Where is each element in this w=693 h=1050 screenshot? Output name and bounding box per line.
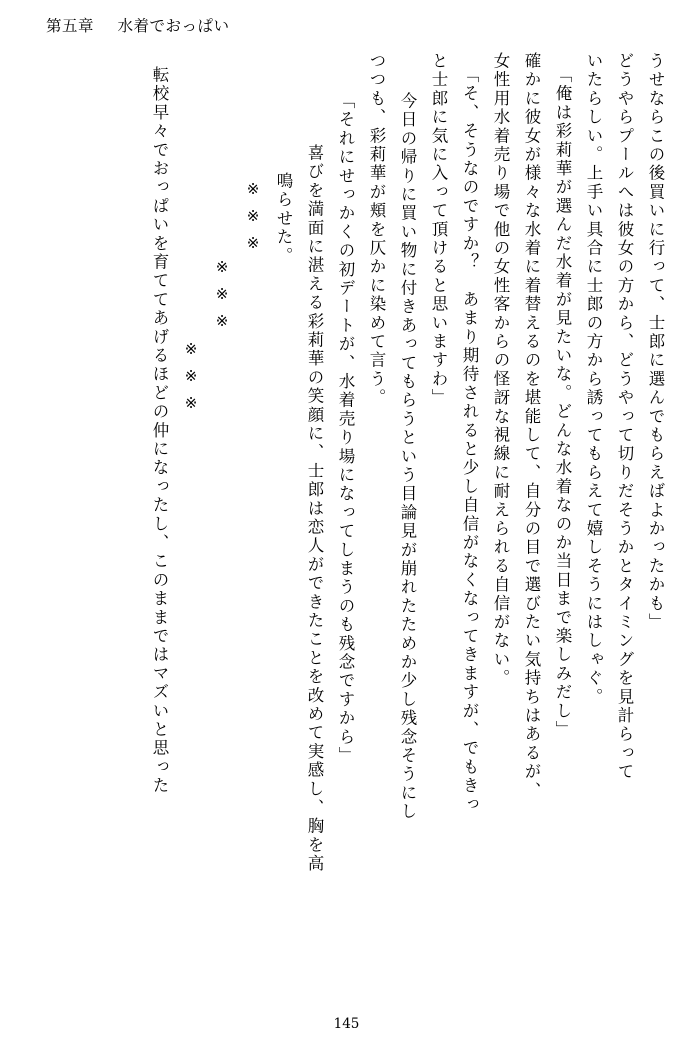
text-line: どうやらプールへは彼女の方から、どうやって切りだそうかとタイミングを見計らって [615, 52, 634, 782]
text-line: 女性用水着売り場で他の女性客からの怪訝な視線に耐えられる自信がない。 [491, 52, 510, 688]
text-line: 「そ、そうなのですか？ あまり期待されると少し自信がなくなってきますが、でもきっ [460, 66, 479, 814]
text-line: いたらしい。上手い具合に士郎の方から誘ってもらえて嬉しそうにはしゃぐ。 [584, 52, 603, 707]
text-line: 喜びを満面に湛える彩莉華の笑顔に、士郎は恋人ができたことを改めて実感し、胸を高 [305, 144, 324, 874]
text-line: 今日の帰りに買い物に付きあってもらうという目論見が崩れたためか少し残念そうにし [398, 92, 417, 822]
body-text [40, 52, 663, 1007]
page-number: 145 [333, 1016, 360, 1032]
chapter-heading [46, 14, 229, 36]
separator-column: ※※※ [182, 340, 200, 421]
separator-column: ※※※ [244, 180, 262, 261]
text-line: 転校早々でおっぱいを育ててあげるほどの仲になったし、このままではマズいと思った [150, 66, 169, 796]
scene-separator [167, 52, 260, 1007]
text-line: 「それにせっかくの初デートが、水着売り場になってしまうのも残念ですから」 [336, 92, 355, 766]
text-line: 鳴らせた。 [274, 172, 293, 266]
text-line: うせならこの後買いに行って、士郎に選んでもらえばよかったかも」 [646, 52, 665, 632]
text-line: 「俺は彩莉華が選んだ水着が見たいな。どんな水着なのか当日まで楽しみだし」 [553, 66, 572, 740]
chapter-title: 水着でおっぱい [117, 17, 230, 35]
chapter-number: 第五章 [46, 17, 95, 35]
text-line: と士郎に気に入って頂けると思いますわ」 [429, 52, 448, 408]
text-line: 確かに彼女が様々な水着に着替えるのを堪能して、自分の目で選びたい気持ちはあるが、 [522, 52, 541, 800]
separator-column: ※※※ [213, 258, 231, 339]
text-line: つつも、彩莉華が頬を仄かに染めて言う。 [367, 52, 386, 408]
